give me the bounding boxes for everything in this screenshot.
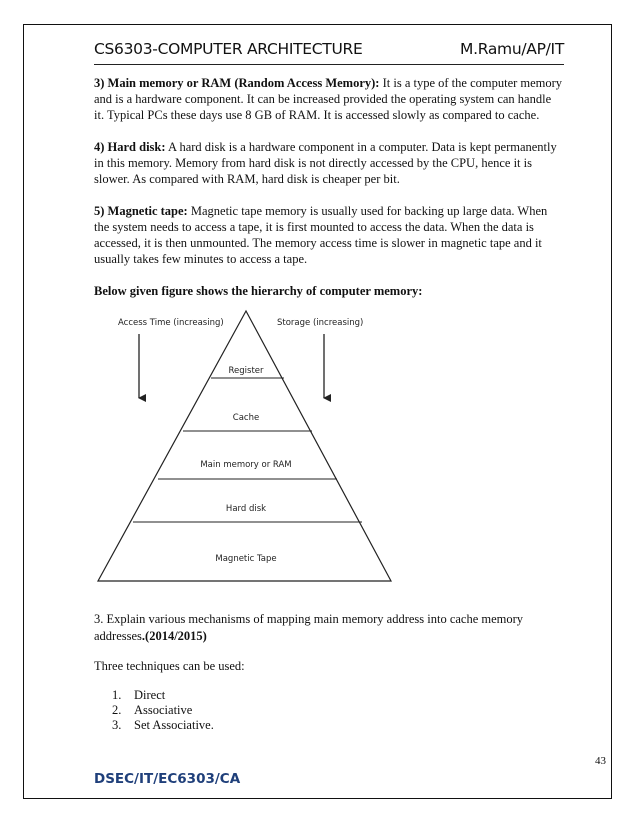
memory-hierarchy-figure [94,308,434,590]
section-heading: 5) Magnetic tape: [94,204,188,218]
section-text: It is a type of the computer memory and is a hardware component. It can be increased provided the operating system can handle it. Typical PCs these days use 8 GB of RAM. It is accessed slowly as compared to cache. [94,76,563,122]
section-text: Magnetic tape memory is usually used for backing up large data. When the system needs to access a tape, it is first mounted to access the data. When the data is accessed, it is then unmounted. The memory access time is slower in magnetic tape and it usually takes few minutes to access a tape. [94,204,548,266]
section-hard-disk [94,139,564,187]
section-text: A hard disk is a hardware component in a computer. Data is kept permanently in this memory. Memory from hard disk is not directly accessed by the CPU, hence it is slower. As compared with RAM, hard disk is cheaper per bit. [94,140,557,186]
list-item: 3. Set Associative. [112,718,214,732]
pyramid-outline [98,311,391,581]
access-time-label: Access Time (increasing) [118,318,224,328]
question-text: 3. Explain various mechanisms of mapping main memory address into cache memory addresses.(2014/2015) [94,612,524,643]
section-magnetic-tape [94,203,564,267]
section-main-memory [94,75,564,123]
header-divider [94,64,564,65]
techniques-list [112,688,214,733]
techniques-intro: Three techniques can be used: [94,659,245,673]
list-item: 1. Direct [112,688,166,702]
page-header [94,38,564,62]
author-name: M.Ramu/AP/IT [460,40,564,58]
level-cache: Cache [232,413,260,423]
level-main-memory: Main memory or RAM [200,460,292,470]
section-heading: 3) Main memory or RAM (Random Access Memory): [94,76,380,90]
level-hard-disk: Hard disk [225,504,267,514]
figure-caption: Below given figure shows the hierarchy of computer memory: [94,284,423,298]
content-body [94,75,564,315]
question-year: .(2014/2015) [141,629,207,643]
storage-label: Storage (increasing) [277,318,364,328]
page-footer: DSEC/IT/EC6303/CA [94,771,241,787]
level-magnetic-tape: Magnetic Tape [215,554,277,564]
list-item: 2. Associative [112,703,193,717]
section-heading: 4) Hard disk: [94,140,166,154]
page-number: 43 [595,755,606,767]
course-title: CS6303-COMPUTER ARCHITECTURE [94,40,363,58]
level-register: Register [228,366,264,376]
